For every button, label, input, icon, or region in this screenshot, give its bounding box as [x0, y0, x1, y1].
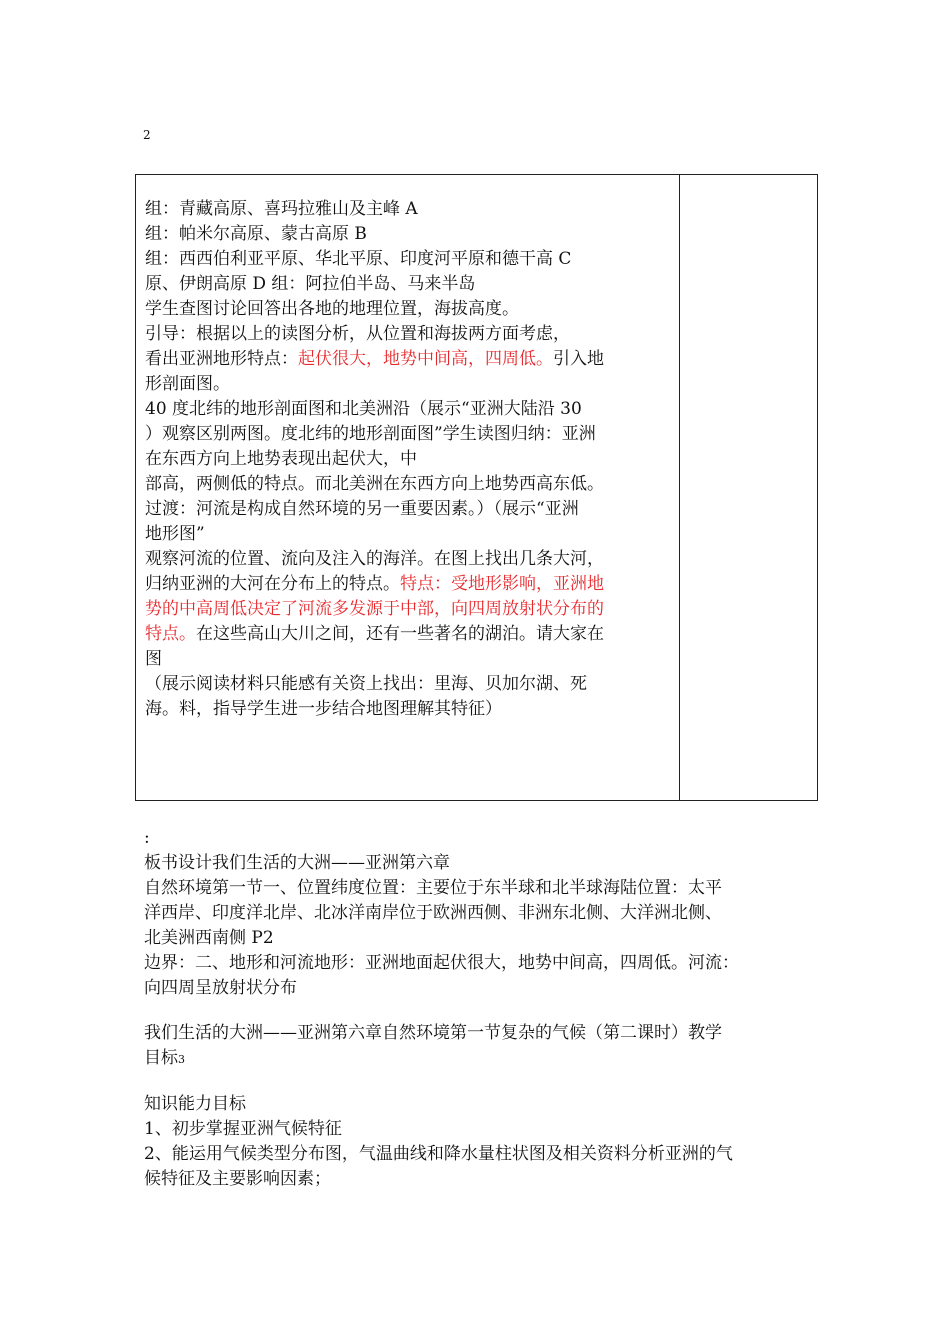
cell-text: 部高，两侧低的特点。而北美洲在东西方向上地势西高东低。: [145, 474, 604, 494]
cell-line: [145, 272, 665, 297]
text-line: 北美洲西南侧 P2: [144, 928, 274, 948]
cell-text: 组：西西伯利亚平原、华北平原、印度河平原和德干高 C: [145, 249, 572, 269]
cell-text: 在东西方向上地势表现出起伏大，中: [145, 449, 417, 469]
column-divider: [679, 175, 680, 800]
cell-text: 组：青藏高原、喜玛拉雅山及主峰 A: [145, 199, 418, 219]
cell-text: 形剖面图。: [145, 374, 230, 394]
cell-text: 原、伊朗高原 D 组：阿拉伯半岛、马来半岛: [145, 274, 476, 294]
lesson-title-cont: 目标3: [144, 1048, 185, 1068]
objective-item: 2、能运用气候类型分布图，气温曲线和降水量柱状图及相关资料分析亚洲的气: [144, 1144, 733, 1164]
cell-text: 组：帕米尔高原、蒙古高原 B: [145, 224, 367, 244]
highlighted-text: 起伏很大，地势中间高，四周低。: [298, 349, 553, 369]
text-line: 板书设计我们生活的大洲——亚洲第六章: [144, 853, 450, 873]
text-line: 洋西岸、印度洋北岸、北冰洋南岸位于欧洲西侧、非洲东北侧、大洋洲北侧、: [144, 903, 722, 923]
cell-line: [145, 597, 665, 622]
cell-text: 40 度北纬的地形剖面图和北美洲沿（展示“亚洲大陆沿 30: [145, 399, 582, 419]
page-number: 2: [143, 128, 151, 142]
cell-text: 引入地: [553, 349, 604, 369]
cell-line: [145, 522, 665, 547]
highlighted-text: 特点：受地形影响，亚洲地: [400, 574, 604, 594]
cell-line: [145, 197, 665, 222]
cell-text: 引导：根据以上的读图分析，从位置和海拔两方面考虑，: [145, 324, 570, 344]
cell-text: 海。料，指导学生进一步结合地图理解其特征）: [145, 699, 502, 719]
cell-line: [145, 622, 665, 647]
cell-text: （展示阅读材料只能感有关资上找出：里海、贝加尔湖、死: [145, 674, 587, 694]
board-design-section: [144, 826, 814, 1192]
cell-line: [145, 322, 665, 347]
cell-line: [145, 697, 665, 722]
cell-text: 地形图”: [145, 524, 205, 544]
cell-line: [145, 497, 665, 522]
cell-text: ）观察区别两图。度北纬的地形剖面图”学生读图归纳：亚洲: [145, 424, 596, 444]
cell-text: 图: [145, 649, 162, 669]
cell-text: 过渡：河流是构成自然环境的另一重要因素。）（展示“亚洲: [145, 499, 579, 519]
objective-item: 1、初步掌握亚洲气候特征: [144, 1119, 342, 1139]
cell-line: [145, 222, 665, 247]
cell-line: [145, 472, 665, 497]
table-content-cell: [145, 197, 665, 722]
objectives-heading: 知识能力目标: [144, 1094, 246, 1114]
objective-item: 候特征及主要影响因素；: [144, 1169, 331, 1189]
text-line: 向四周呈放射状分布: [144, 978, 297, 998]
text-line: 自然环境第一节一、位置纬度位置：主要位于东半球和北半球海陆位置：太平: [144, 878, 722, 898]
cell-line: [145, 297, 665, 322]
cell-line: [145, 397, 665, 422]
lesson-table: [135, 174, 818, 801]
highlighted-text: 特点。: [145, 624, 196, 644]
cell-line: [145, 422, 665, 447]
page-mark: 3: [178, 1053, 185, 1066]
cell-text: 在这些高山大川之间，还有一些著名的湖泊。请大家在: [196, 624, 604, 644]
cell-line: [145, 347, 665, 372]
text-line: 边界：二、地形和河流地形：亚洲地面起伏很大，地势中间高，四周低。河流：: [144, 953, 739, 973]
cell-line: [145, 672, 665, 697]
cell-text: 看出亚洲地形特点：: [145, 349, 298, 369]
table-notes-cell: [681, 175, 817, 800]
colon-mark: :: [144, 828, 150, 848]
cell-text: 学生查图讨论回答出各地的地理位置，海拔高度。: [145, 299, 519, 319]
cell-line: [145, 647, 665, 672]
cell-line: [145, 372, 665, 397]
cell-line: [145, 247, 665, 272]
cell-line: [145, 547, 665, 572]
cell-line: [145, 572, 665, 597]
highlighted-text: 势的中高周低决定了河流多发源于中部，向四周放射状分布的: [145, 599, 604, 619]
lesson-title: 我们生活的大洲——亚洲第六章自然环境第一节复杂的气候（第二课时）教学: [144, 1023, 722, 1043]
cell-text: 观察河流的位置、流向及注入的海洋。在图上找出几条大河，: [145, 549, 604, 569]
cell-line: [145, 447, 665, 472]
cell-text: 归纳亚洲的大河在分布上的特点。: [145, 574, 400, 594]
